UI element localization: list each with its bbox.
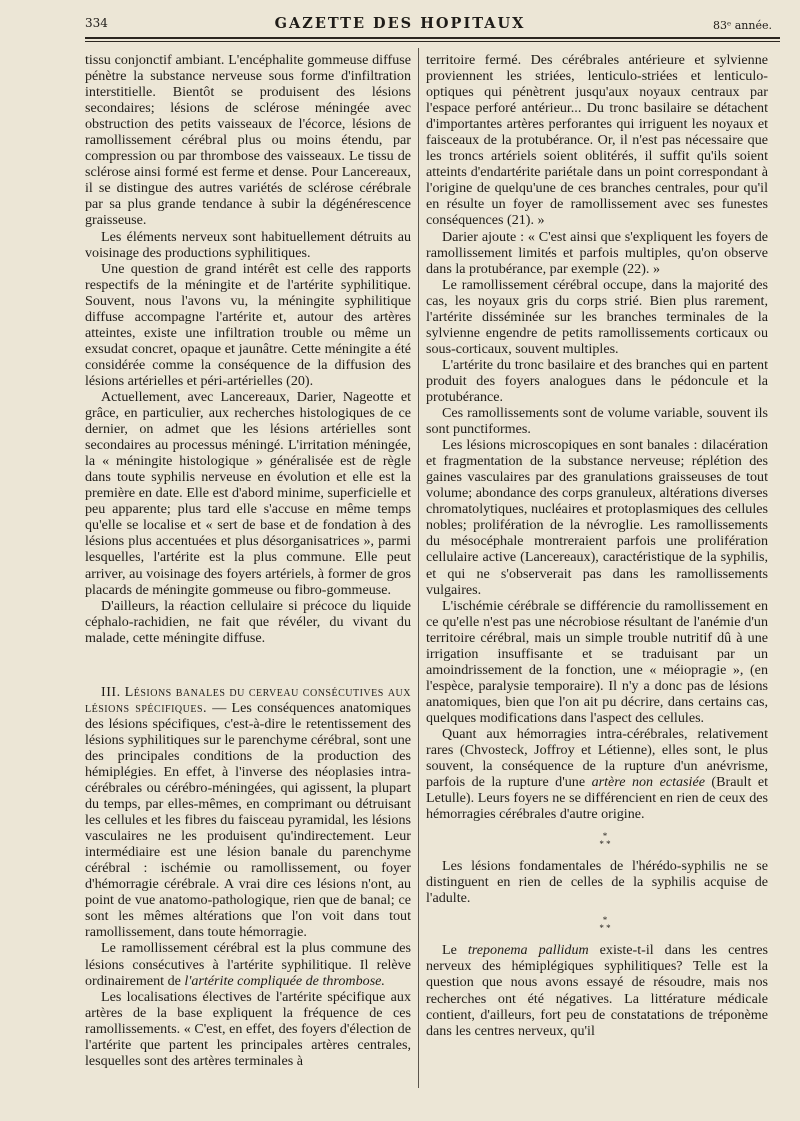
paragraph-text: existe-t-il dans les centres nerveux des hémiplégiques syphilitiques? Telle est la question que nous avons essayé de résoudre, mais nos recherches ont été négatives. La littérature médicale contient, d'ailleurs, fort peu de constatations de tréponème dans les centres nerveux, qu'il (426, 942, 768, 1039)
paragraph: Une question de grand intérêt est celle des rapports respectifs de la méningite et de l'artérite syphilitique. Souvent, nous l'avons vu, la méningite syphilitique diffuse accompagne l'artérite et, autour des artères atteintes, existe une infiltration trouble ou même un exsudat concret, opaque et jaunâtre. Cette méningite a été considérée comme la conséquence de la diffusion des lésions artérielles et péri-artérielles (20). (85, 260, 411, 389)
journal-title: GAZETTE DES HOPITAUX (274, 15, 526, 32)
asterism-bottom: * * (599, 923, 611, 934)
paragraph: L'artérite du tronc basilaire et des branches qui en partent produit des foyers analogues dans le pédoncule et la protubérance. (426, 356, 768, 405)
header-rule-thin (85, 41, 780, 42)
paragraph: tissu conjonctif ambiant. L'encéphalite gommeuse diffuse pénètre la substance nerveuse sous forme d'infiltration interstitielle. Bientôt se produisent des lésions secondaires; lésions de sclérose méningée avec obstruction des petits vaisseaux de l'écorce, lésions de ramollissement cérébral plus ou moins étendu, par compression ou par thrombose des vaisseaux. Le tissu de sclérose ainsi formé est ferme et dense. Pour Lancereaux, il se distingue des autres variétés de sclérose cérébrale par sa plus grande tendance à subir la dégénérescence graisseuse. (85, 52, 411, 229)
paragraph: L'ischémie cérébrale se différencie du ramollissement en ce qu'elle n'est pas une nécrobiose résultant de l'anémie d'un territoire cérébral, mais un simple trouble nutritif dû à une irrigation insuffisante et se traduisant par un amoindrissement de la fonction, une « méiopragie », (en l'espèce, paralysie temporaire). Il n'y a donc pas de lésions anatomiques, bien que l'on ait pu décrire, dans certains cas, quelques modifications dans l'aspect des cellules. (426, 597, 768, 726)
paragraph-text: (Brault et Letulle). Leurs foyers ne se différencient en rien de ceux des hémorragies cérébrales d'autre origine. (426, 774, 768, 823)
paragraph: Les lésions fondamentales de l'hérédo-syphilis ne se distinguent en rien de celles de la syphilis acquise de l'adulte. (426, 858, 768, 907)
asterism-top: * (602, 831, 608, 842)
section-title: III. Lésions banales du cerveau consécutives aux lésions spécifiques. (85, 683, 412, 716)
spacer (85, 646, 411, 684)
paragraph (426, 726, 768, 822)
page-header (0, 0, 800, 44)
section-paragraph (85, 684, 411, 941)
left-column (85, 52, 411, 1069)
spacer (426, 906, 768, 916)
asterism-top: * (602, 915, 608, 926)
paragraph: Les lésions microscopiques en sont banales : dilacération et fragmentation de la substance nerveuse; réplétion des gaines vasculaires par des granulations graisseuses de tout volume; abondance des corps granuleux, altérations diverses chromatolytiques, nucléaires et protoplasmiques des cellules nobles; prolifération de la névroglie. Les ramollissements du mésocéphale montreraient parfois une prolifération cellulaire active (Lancereaux), caractéristique de la syphilis, et qui ne s'observerait pas dans les ramollissements vulgaires. (426, 437, 768, 598)
paragraph: Actuellement, avec Lancereaux, Darier, Nageotte et grâce, en particulier, aux recherches histologiques de ce dernier, on admet que les lésions artérielles sont secondaires au processus méningé. L'irritation méningée, la « méningite histologique » généralisée est de règle dans toute syphilis nerveuse en évolution et elle est la première en date. Elle est d'abord minime, superficielle et peu apparente; plus tard elle s'accuse en même temps qu'elle se localise et « sert de base et de fondation à des lésions plus accentuées et plus désorganisatrices », parmi lesquelles, l'artérite est la plus commune. Elle peut arriver, au voisinage des foyers artériels, à former de gros placards de méningite gommeuse ou fibro-gommeuse. (85, 388, 411, 598)
paragraph: Les éléments nerveux sont habituellement détruits au voisinage des productions syphilitiques. (85, 228, 411, 261)
year-label: 83ᵉ année. (713, 19, 772, 32)
spacer (426, 822, 768, 832)
spacer (426, 932, 768, 942)
paragraph: Darier ajoute : « C'est ainsi que s'expliquent les foyers de ramollissement limités et parfois multiples, qu'on observe dans la protubérance, par exemple (22). » (426, 228, 768, 277)
paragraph-text: Le ramollissement cérébral est la plus commune des lésions consécutives à l'artérite syphilitique. Il relève ordinairement de (85, 940, 411, 989)
paragraph: Le ramollissement cérébral occupe, dans la majorité des cas, les noyaux gris du corps strié. Bien plus rarement, l'artérite disséminée sur les branches terminales de la sylvienne engendre de petits ramollissements corticaux ou sous-corticaux, souvent multiples. (426, 276, 768, 357)
paragraph: D'ailleurs, la réaction cellulaire si précoce du liquide céphalo-rachidien, ne fait que révéler, du vivant du malade, cette méningite diffuse. (85, 597, 411, 646)
paragraph: Ces ramollissements sont de volume variable, souvent ils sont punctiformes. (426, 405, 768, 438)
paragraph-text: Le (442, 942, 468, 959)
paragraph: territoire fermé. Des cérébrales antérieure et sylvienne proviennent les striées, lenticulo-striées et lenticulo-optiques qui pénètrent jusqu'aux noyaux centraux par l'espace perforé antérieur... Du tronc basilaire se détachent d'importantes artères perforantes qui irriguent les noyaux et faisceaux de la protubérance. Or, il n'est pas nécessaire que les troncs artériels soient oblitérés, il suffit qu'ils soient atteints d'endartérite pariétale dans un point correspondant à l'origine de quelqu'une de ces branches centrales, pour qu'il en résulte un foyer de ramollissement avec ses funestes conséquences (21). » (426, 52, 768, 229)
paragraph (426, 942, 768, 1038)
italic-text: treponema pallidum (467, 942, 589, 959)
asterism-bottom: * * (599, 839, 611, 850)
paragraph-text: Quant aux hémorragies intra-cérébrales, relativement rares (Chvosteck, Joffroy et Létienne), elles sont, le plus souvent, la conséquence de la rupture d'un anévrisme, parfois de la rupture d'une (426, 725, 768, 791)
header-rule-thick (85, 37, 780, 39)
italic-text: l'artérite compliquée de thrombose. (184, 972, 385, 989)
column-divider (418, 48, 419, 1088)
section-text: — Les conséquences anatomiques des lésions spécifiques, c'est-à-dire le retentissement des lésions syphilitiques sur le parenchyme cérébral, sont une des principales conditions de la production des hémiplégies. En effet, à l'inverse des néoplasies intra-cérébrales ou cérébro-méningées, qui agissent, la plupart du temps, par elles-mêmes, en comprimant ou détruisant les cellules et les fibres du faisceau pyramidal, les lésions vasculaires ne les produisent qu'indirectement. Leur intermédiaire est une lésion banale du parenchyme cérébral : ischémie ou ramollissement, ou foyer d'hémorragie cérébrale. A vrai dire ces lésions n'ont, au point de vue anatomo-pathologique, rien que de banal; ce sont les mêmes altérations que l'on voit dans tout ramollissement, dans toute hémorragie. (85, 699, 411, 941)
paragraph: Les localisations électives de l'artérite spécifique aux artères de la base expliquent la fréquence de ces ramollissements. « C'est, en effet, des foyers d'élection de l'artérite que partent les principales artères centrales, lesquelles sont des artères terminales à (85, 988, 411, 1069)
spacer (426, 848, 768, 858)
right-column (426, 52, 768, 1039)
paragraph (85, 940, 411, 988)
italic-text: artère non ectasiée (591, 774, 705, 791)
page-number: 334 (85, 16, 108, 30)
